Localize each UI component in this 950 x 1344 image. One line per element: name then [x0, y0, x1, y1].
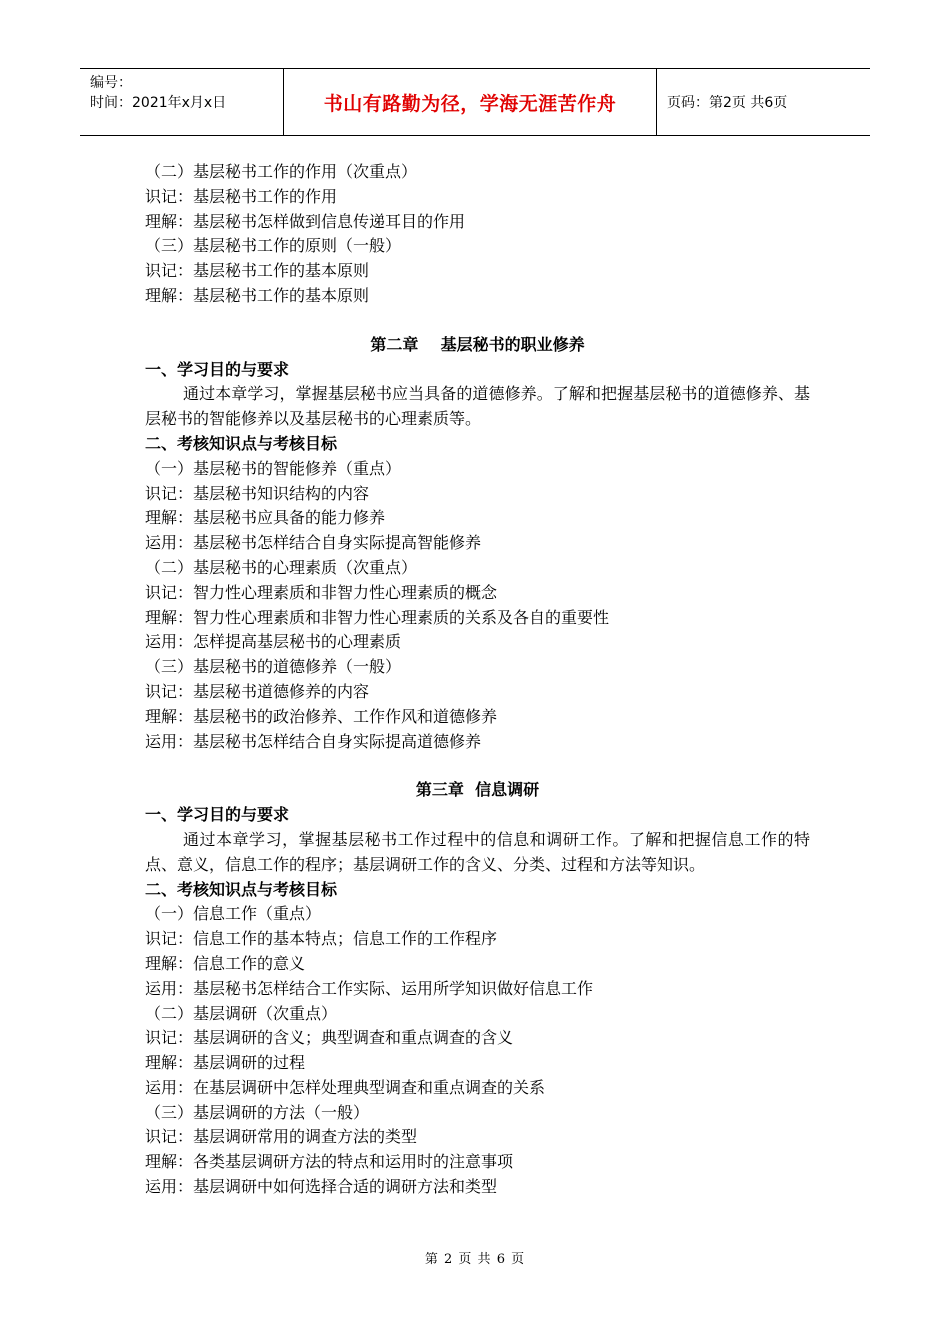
header-page-info: 页码：第2页 共6页: [667, 95, 788, 111]
text-line: 理解：基层秘书的政治修养、工作作风和道德修养: [145, 706, 498, 726]
paragraph: 通过本章学习，掌握基层秘书工作过程中的信息和调研工作。了解和把握信息工作的特点、意义，信息工作的程序；基层调研工作的含义、分类、过程和方法等知识。: [145, 829, 810, 874]
text-line: 理解：各类基层调研方法的特点和运用时的注意事项: [145, 1152, 514, 1172]
text-line: 识记：基层调研的含义；典型调查和重点调查的含义: [145, 1028, 514, 1048]
text-line: 运用：基层秘书怎样结合自身实际提高道德修养: [145, 731, 482, 751]
text-line: 理解：基层秘书应具备的能力修养: [145, 508, 386, 528]
chapter-2: [145, 333, 810, 755]
text-line: 理解：基层秘书怎样做到信息传递耳目的作用: [145, 211, 466, 231]
text-line: 理解：基层秘书工作的基本原则: [145, 285, 370, 305]
document-body: [145, 160, 810, 1200]
text-line: 理解：基层调研的过程: [145, 1053, 306, 1073]
text-line: 运用：在基层调研中怎样处理典型调查和重点调查的关系: [145, 1077, 546, 1097]
section-heading: 一、学习目的与要求: [145, 805, 290, 825]
previous-section: [145, 160, 810, 309]
text-line: 识记：信息工作的基本特点；信息工作的工作程序: [145, 929, 498, 949]
text-line: （二）基层调研（次重点）: [145, 1003, 338, 1023]
section-heading: 二、考核知识点与考核目标: [145, 879, 338, 899]
header-time-label: 时间：2021年x月x日: [90, 95, 227, 111]
text-line: 理解：智力性心理素质和非智力性心理素质的关系及各自的重要性: [145, 607, 610, 627]
text-line: 运用：怎样提高基层秘书的心理素质: [145, 632, 402, 652]
chapter-title: 第二章 基层秘书的职业修养: [370, 334, 585, 354]
text-line: （二）基层秘书的心理素质（次重点）: [145, 557, 418, 577]
text-line: 理解：信息工作的意义: [145, 953, 306, 973]
chapter-title: 第三章 信息调研: [415, 780, 540, 800]
text-line: 识记：基层秘书道德修养的内容: [145, 681, 370, 701]
page-header: [80, 68, 870, 136]
header-meta: [80, 69, 283, 135]
text-line: 运用：基层调研中如何选择合适的调研方法和类型: [145, 1177, 498, 1197]
section-heading: 一、学习目的与要求: [145, 359, 290, 379]
text-line: （三）基层秘书工作的原则（一般）: [145, 236, 402, 256]
text-line: 识记：智力性心理素质和非智力性心理素质的概念: [145, 582, 498, 602]
text-line: 运用：基层秘书怎样结合工作实际、运用所学知识做好信息工作: [145, 978, 594, 998]
text-line: 识记：基层调研常用的调查方法的类型: [145, 1127, 418, 1147]
paragraph: 通过本章学习，掌握基层秘书应当具备的道德修养。了解和把握基层秘书的道德修养、基层秘书的智能修养以及基层秘书的心理素质等。: [145, 384, 810, 429]
text-line: （一）基层秘书的智能修养（重点）: [145, 458, 402, 478]
text-line: 运用：基层秘书怎样结合自身实际提高智能修养: [145, 533, 482, 553]
section-heading: 二、考核知识点与考核目标: [145, 433, 338, 453]
chapter-3: [145, 778, 810, 1200]
text-line: （一）信息工作（重点）: [145, 904, 322, 924]
header-motto: 书山有路勤为径，学海无涯苦作舟: [283, 69, 657, 135]
text-line: 识记：基层秘书工作的作用: [145, 186, 338, 206]
text-line: （三）基层秘书的道德修养（一般）: [145, 657, 402, 677]
text-line: 识记：基层秘书知识结构的内容: [145, 483, 370, 503]
text-line: （二）基层秘书工作的作用（次重点）: [145, 162, 418, 181]
header-number-label: 编号：: [90, 75, 132, 91]
page-footer: 第 2 页 共 6 页: [424, 1252, 526, 1267]
text-line: （三）基层调研的方法（一般）: [145, 1102, 370, 1122]
text-line: 识记：基层秘书工作的基本原则: [145, 261, 370, 281]
